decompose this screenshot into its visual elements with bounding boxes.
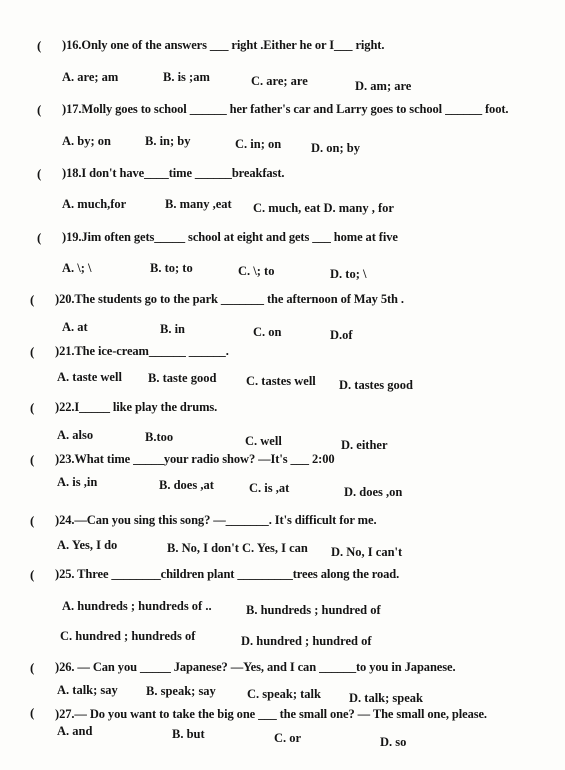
question-19-option-b: B. to; to (150, 261, 193, 275)
question-22-stem: )22.I_____ like play the drums. (55, 400, 218, 414)
question-22-option-a: A. also (57, 428, 94, 442)
question-17-option-a: A. by; on (62, 134, 111, 148)
question-19-stem: )19.Jim often gets_____ school at eight and gets ___ home at five (62, 230, 398, 244)
question-20-option-b: B. in (160, 322, 186, 336)
question-23-stem: )23.What time _____your radio show? —It's ___ 2:00 (55, 452, 335, 466)
question-17-option-b: B. in; by (145, 134, 191, 148)
question-18-option-a: A. much,for (62, 197, 127, 211)
question-16-option-a: A. are; am (62, 70, 119, 84)
question-17-option-d: D. on; by (311, 141, 360, 155)
question-21-option-b: B. taste good (148, 371, 217, 385)
answer-paren: ( (30, 567, 35, 582)
question-22-option-b: B.too (145, 430, 174, 444)
answer-paren: ( (37, 230, 42, 245)
question-26-option-c: C. speak; talk (247, 687, 321, 701)
question-20-stem: )20.The students go to the park _______ the afternoon of May 5th . (55, 292, 404, 306)
answer-paren: ( (30, 292, 35, 307)
question-22-option-c: C. well (245, 434, 282, 448)
question-17-option-c: C. in; on (235, 137, 282, 151)
question-19-option-c: C. \; to (238, 264, 275, 278)
question-21-option-a: A. taste well (57, 370, 122, 384)
question-27-option-a: A. and (57, 724, 93, 738)
question-22-option-d: D. either (341, 438, 388, 452)
question-19-option-a: A. \; \ (62, 261, 92, 275)
question-26-option-a: A. talk; say (57, 683, 118, 697)
question-24-stem: )24.—Can you sing this song? —_______. It's difficult for me. (55, 513, 377, 527)
question-24-option-d: D. No, I can't (331, 545, 403, 559)
answer-paren: ( (30, 660, 35, 675)
question-23-option-b: B. does ,at (159, 478, 214, 492)
question-24-option-a: A. Yes, I do (57, 538, 118, 552)
question-20-option-c: C. on (253, 325, 282, 339)
answer-paren: ( (37, 38, 42, 53)
question-25-option-c: C. hundred ; hundreds of (60, 629, 196, 643)
question-25-stem: )25. Three ________children plant _________trees along the road. (55, 567, 400, 581)
question-18-stem: )18.I don't have____time ______breakfast. (62, 166, 285, 180)
question-16-stem: )16.Only one of the answers ___ right .Either he or I___ right. (62, 38, 385, 52)
question-24-option-bc: B. No, I don't C. Yes, I can (167, 541, 308, 555)
answer-paren: ( (30, 400, 35, 415)
question-21-stem: )21.The ice-cream______ ______. (55, 344, 229, 358)
question-20-option-a: A. at (62, 320, 88, 334)
question-18-option-b: B. many ,eat (165, 197, 232, 211)
question-26-option-b: B. speak; say (146, 684, 216, 698)
answer-paren: ( (30, 452, 35, 467)
question-27-stem: )27.— Do you want to take the big one ___ the small one? — The small one, please. (55, 707, 487, 721)
question-16-option-d: D. am; are (355, 79, 412, 93)
question-23-option-a: A. is ,in (57, 475, 98, 489)
question-21-option-c: C. tastes well (246, 374, 316, 388)
question-27-option-d: D. so (380, 735, 407, 749)
question-17-stem: )17.Molly goes to school ______ her father's car and Larry goes to school ______ foot. (62, 102, 509, 116)
question-25-option-a: A. hundreds ; hundreds of .. (62, 599, 212, 613)
question-21-option-d: D. tastes good (339, 378, 413, 392)
question-19-option-d: D. to; \ (330, 267, 367, 281)
question-16-option-c: C. are; are (251, 74, 308, 88)
question-18-option-cd: C. much, eat D. many , for (253, 201, 394, 215)
question-23-option-d: D. does ,on (344, 485, 403, 499)
question-23-option-c: C. is ,at (249, 481, 290, 495)
answer-paren: ( (30, 705, 35, 720)
question-26-option-d: D. talk; speak (349, 691, 423, 705)
question-25-option-d: D. hundred ; hundred of (241, 634, 372, 648)
question-20-option-d: D.of (330, 328, 353, 342)
question-27-option-c: C. or (274, 731, 302, 745)
question-25-option-b: B. hundreds ; hundred of (246, 603, 381, 617)
answer-paren: ( (37, 166, 42, 181)
question-27-option-b: B. but (172, 727, 205, 741)
answer-paren: ( (30, 513, 35, 528)
question-26-stem: )26. — Can you _____ Japanese? —Yes, and I can ______to you in Japanese. (55, 660, 456, 674)
answer-paren: ( (37, 102, 42, 117)
answer-paren: ( (30, 344, 35, 359)
question-16-option-b: B. is ;am (163, 70, 210, 84)
